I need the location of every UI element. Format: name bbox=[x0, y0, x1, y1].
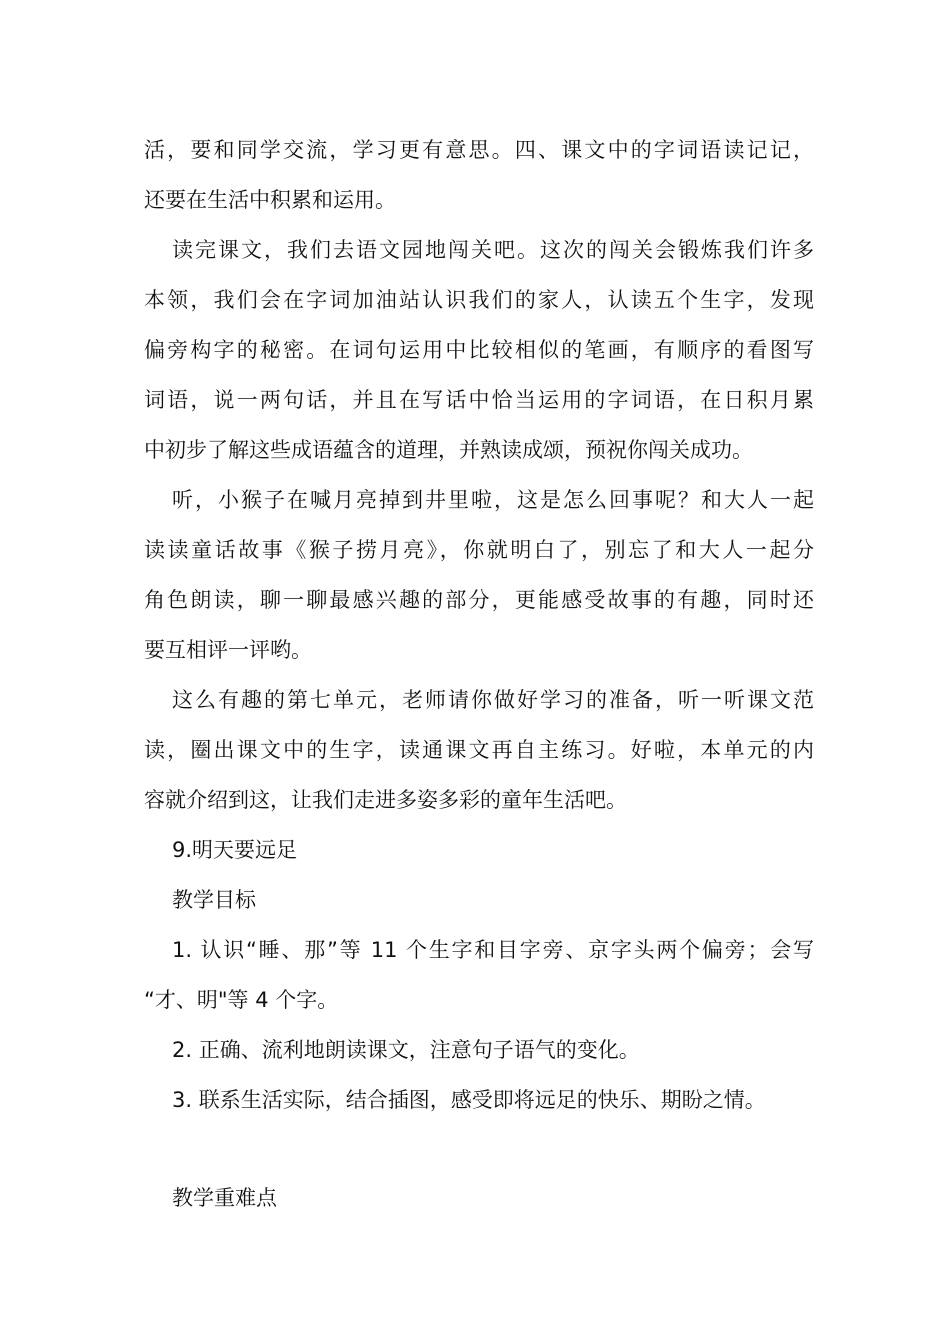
paragraph-2-line-4: 词语，说一两句话，并且在写话中恰当运用的字词语，在日积月累 bbox=[144, 388, 814, 412]
objective-1-line-2: “才、明"等 4 个字。 bbox=[144, 988, 339, 1012]
paragraph-3-line-3: 角色朗读，聊一聊最感兴趣的部分，更能感受故事的有趣，同时还 bbox=[144, 588, 814, 612]
paragraph-3-line-4: 要互相评一评哟。 bbox=[144, 638, 312, 662]
paragraph-1-line-1: 活，要和同学交流，学习更有意思。四、课文中的字词语读记记， bbox=[144, 138, 814, 162]
objective-2: 2. 正确、流利地朗读课文，注意句子语气的变化。 bbox=[172, 1038, 640, 1062]
paragraph-2-line-1: 读完课文，我们去语文园地闯关吧。这次的闯关会锻炼我们许多 bbox=[172, 238, 814, 262]
paragraph-2-line-3: 偏旁构字的秘密。在词句运用中比较相似的笔画，有顺序的看图写 bbox=[144, 338, 814, 362]
objective-1-line-1: 1. 认识“睡、那”等 11 个生字和目字旁、京字头两个偏旁；会写 bbox=[172, 938, 814, 962]
paragraph-3-line-1: 听，小猴子在喊月亮掉到井里啦，这是怎么回事呢？和大人一起 bbox=[172, 488, 814, 512]
paragraph-4-line-2: 读，圈出课文中的生字，读通课文再自主练习。好啦，本单元的内 bbox=[144, 738, 814, 762]
paragraph-2-line-2: 本领，我们会在字词加油站认识我们的家人，认读五个生字，发现 bbox=[144, 288, 814, 312]
paragraph-4-line-1: 这么有趣的第七单元，老师请你做好学习的准备，听一听课文范 bbox=[172, 688, 814, 712]
difficulty-heading: 教学重难点 bbox=[172, 1186, 277, 1210]
paragraph-1-line-2: 还要在生活中积累和运用。 bbox=[144, 188, 396, 212]
lesson-title: 9.明天要远足 bbox=[172, 838, 298, 862]
paragraph-2-line-5: 中初步了解这些成语蕴含的道理，并熟读成颂，预祝你闯关成功。 bbox=[144, 438, 753, 462]
paragraph-3-line-2: 读读童话故事《猴子捞月亮》，你就明白了，别忘了和大人一起分 bbox=[144, 538, 814, 562]
paragraph-4-line-3: 容就介绍到这，让我们走进多姿多彩的童年生活吧。 bbox=[144, 788, 627, 812]
objectives-heading: 教学目标 bbox=[172, 888, 256, 912]
objective-3: 3. 联系生活实际，结合插图，感受即将远足的快乐、期盼之情。 bbox=[172, 1088, 766, 1112]
